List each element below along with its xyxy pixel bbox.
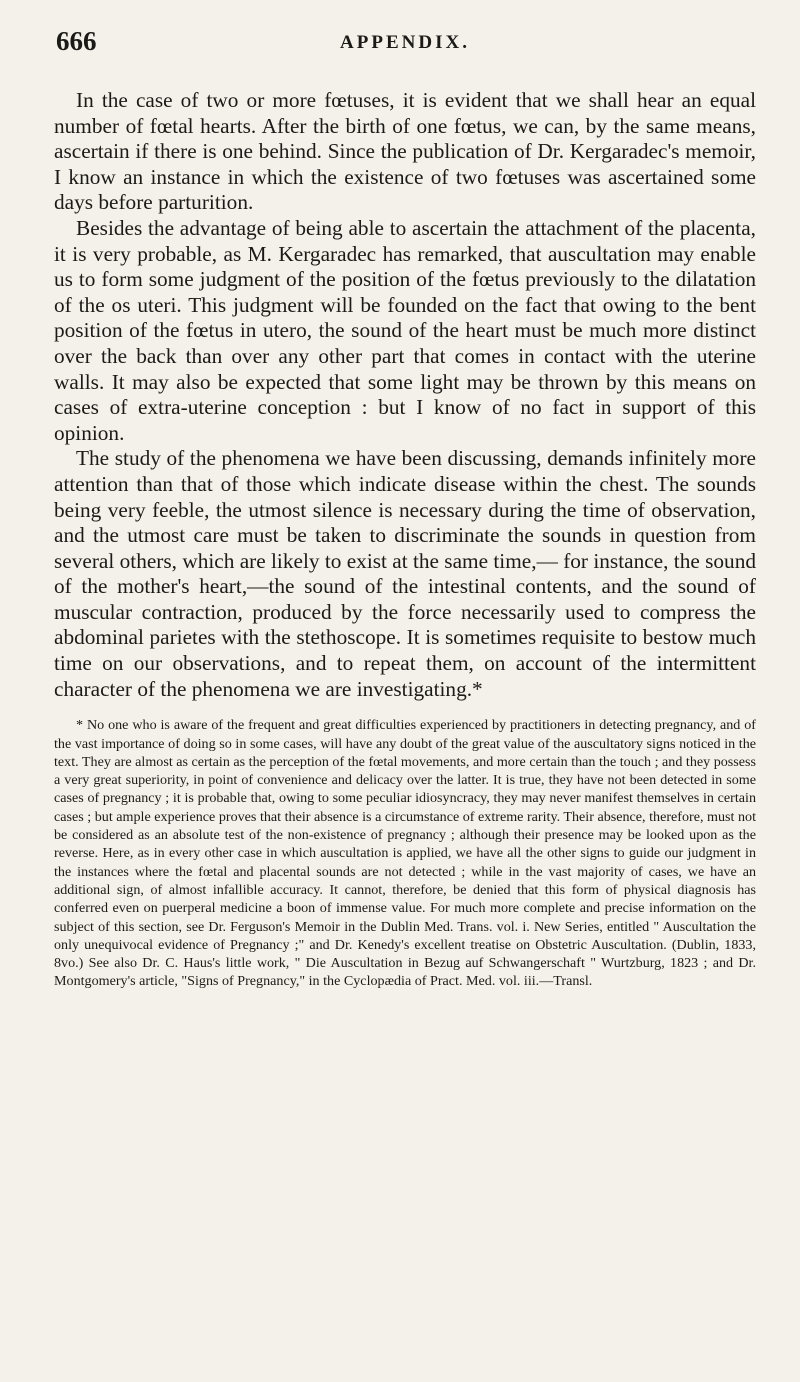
running-head [54, 18, 756, 58]
paragraph-observation-care: The study of the phenomena we have been discussing, demands infinitely more attention than that of those which indicate disease within the chest. The sounds being very feeble, the utmost silence is necessary during the time of observation, and the utmost care must be taken to discriminate the sounds in question from several others, which are likely to exist at the same time,— for instance, the sound of the mother's heart,—the sound of the intestinal contents, and the sound of muscular contraction, produced by the force necessarily used to compress the abdominal parietes with the stethoscope. It is sometimes requisite to bestow much time on our observations, and to repeat them, on account of the intermittent character of the phenomena we are investigating.* [54, 446, 756, 701]
running-head-title: APPENDIX. [340, 32, 470, 53]
body-text [54, 88, 756, 702]
footnote [54, 716, 756, 990]
paragraph-fetal-position: Besides the advantage of being able to ascertain the attachment of the placenta, it is very probable, as M. Kergaradec has remarked, that auscultation may enable us to form some judgment of the position of the fœtus previously to the dilatation of the os uteri. This judgment will be founded on the fact that owing to the bent position of the fœtus in utero, the sound of the heart must be much more distinct over the back than over any other part that comes in contact with the uterine walls. It may also be expected that some light may be thrown by this means on cases of extra-uterine conception : but I know of no fact in support of this opinion. [54, 215, 756, 445]
footnote-text: * No one who is aware of the frequent and great difficulties experienced by practitioners in detecting pregnancy, and of the vast importance of doing so in some cases, will have any doubt of the great value of the auscultatory signs noticed in the text. They are almost as certain as the perception of the fœtal movements, and more certain than the touch ; and they possess a very great superiority, in point of convenience and delicacy over the latter. It is true, they have not been detected in some cases of pregnancy ; it is probable that, owing to some peculiar idiosyncracy, they may never manifest themselves in certain cases ; but ample experience proves that their absence is a circumstance of extreme rarity. Their absence, therefore, must not be considered as an absolute test of the non-existence of pregnancy ; although their presence may be looked upon as the reverse. Here, as in every other case in which auscultation is applied, we have all the other signs to guide our judgment in the instances where the fœtal and placental sounds are not detected ; while in the vast majority of cases, we have an additional sign, of almost infallible accuracy. It cannot, therefore, be denied that this form of physical diagnosis has conferred even on puerperal medicine a boon of immense value. For much more complete and precise information on the subject of this section, see Dr. Ferguson's Memoir in the Dublin Med. Trans. vol. i. New Series, entitled " Auscultation the only unequivocal evidence of Pregnancy ;" and Dr. Kenedy's excellent treatise on Obstetric Auscultation. (Dublin, 1833, 8vo.) See also Dr. C. Haus's little work, " Die Auscultation in Bezug auf Schwangerschaft " Wurtzburg, 1823 ; and Dr. Montgomery's article, "Signs of Pregnancy," in the Cyclopædia of Pract. Med. vol. iii.—Transl. [54, 717, 756, 990]
page-number: 666 [56, 26, 97, 56]
paragraph-twin-foetuses: In the case of two or more fœtuses, it is evident that we shall hear an equal number of fœtal hearts. After the birth of one fœtus, we can, by the same means, ascertain if there is one behind. Since the publication of Dr. Kergaradec's memoir, I know an instance in which the existence of two fœtuses was ascertained some days before parturition. [54, 88, 756, 215]
